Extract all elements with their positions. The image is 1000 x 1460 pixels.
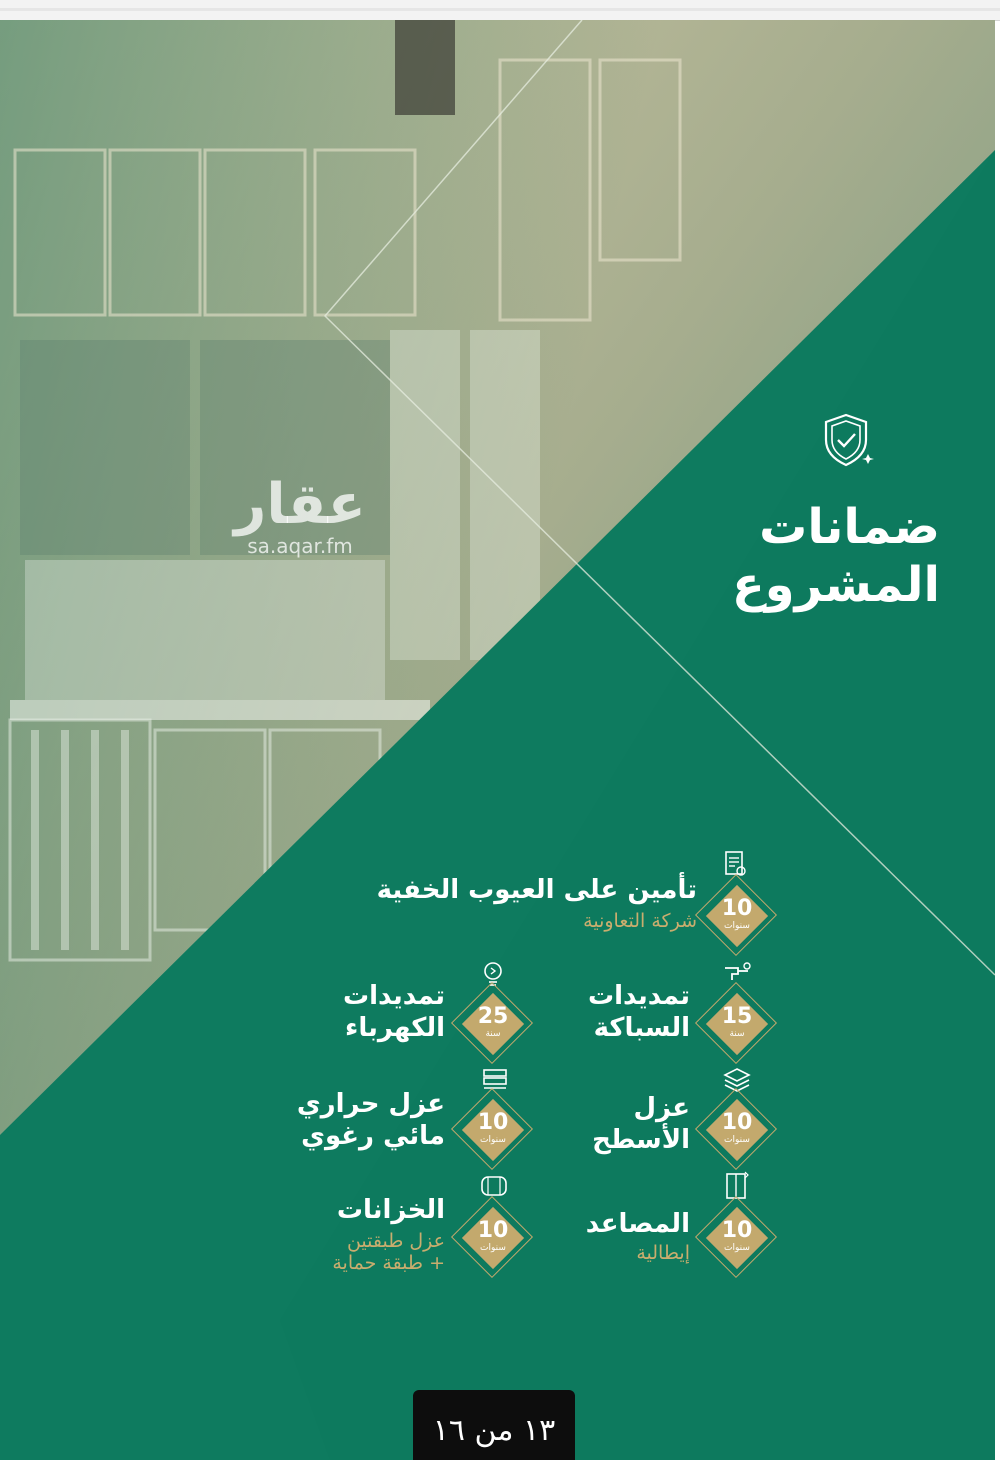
title-line1: ضمانات: [759, 499, 940, 555]
page-indicator: ١٣ من ١٦: [413, 1390, 575, 1460]
badge-years: 15: [721, 1004, 753, 1029]
years-badge: [461, 1098, 525, 1162]
badge-unit: سنة: [485, 1029, 501, 1039]
badge-years: 10: [721, 1218, 753, 1243]
badge-years: 25: [477, 1004, 509, 1029]
item-title: تأمين على العيوب الخفية: [376, 875, 697, 905]
shield-check-icon: [818, 410, 876, 474]
item-roof-insulation: [592, 1092, 690, 1156]
item-electrical: [343, 980, 445, 1044]
title-line2: المشروع: [732, 557, 940, 613]
badge-unit: سنة: [729, 1029, 745, 1039]
item-tanks: [332, 1194, 445, 1274]
item-plumbing: [588, 980, 690, 1044]
years-badge: [705, 1098, 769, 1162]
badge-unit: سنوات: [480, 1135, 506, 1145]
item-subtitle: شركة التعاونية: [583, 910, 697, 932]
badge-years: 10: [721, 896, 753, 921]
years-badge: [705, 1206, 769, 1270]
watermark-logo: عقار: [234, 472, 366, 537]
poster: [0, 20, 995, 1460]
badge-unit: سنوات: [724, 1243, 750, 1253]
item-title: عزل حراري: [296, 1089, 445, 1119]
item-title-line2: السباكة: [593, 1013, 690, 1043]
page-title: [732, 498, 940, 614]
badge-years: 10: [721, 1110, 753, 1135]
item-subtitle: عزل طبقتين: [346, 1230, 445, 1252]
badge-unit: سنوات: [724, 921, 750, 931]
years-badge: [461, 992, 525, 1056]
item-title: المصاعد: [585, 1209, 690, 1239]
years-badge: [461, 1206, 525, 1270]
years-badge: [705, 992, 769, 1056]
item-thermal-insulation: [297, 1088, 445, 1152]
item-title-line2: الأسطح: [592, 1125, 690, 1155]
item-title-line2: الكهرباء: [345, 1013, 445, 1043]
item-title: عزل: [633, 1093, 690, 1123]
badge-unit: سنوات: [724, 1135, 750, 1145]
item-title-line2: مائي رغوي: [301, 1121, 445, 1151]
item-title: تمديدات: [342, 981, 445, 1011]
watermark: [220, 472, 380, 558]
item-elevators: [586, 1208, 690, 1264]
item-subtitle: إيطالية: [636, 1242, 690, 1264]
years-badge: [705, 884, 769, 948]
item-hidden-defects: [377, 874, 697, 932]
watermark-url: sa.aqar.fm: [247, 534, 353, 558]
item-title: الخزانات: [336, 1195, 445, 1225]
item-subtitle-line2: + طبقة حماية: [332, 1252, 445, 1274]
badge-years: 10: [477, 1218, 509, 1243]
top-status-bar: [0, 0, 1000, 21]
badge-unit: سنوات: [480, 1243, 506, 1253]
item-title: تمديدات: [587, 981, 690, 1011]
badge-years: 10: [477, 1110, 509, 1135]
